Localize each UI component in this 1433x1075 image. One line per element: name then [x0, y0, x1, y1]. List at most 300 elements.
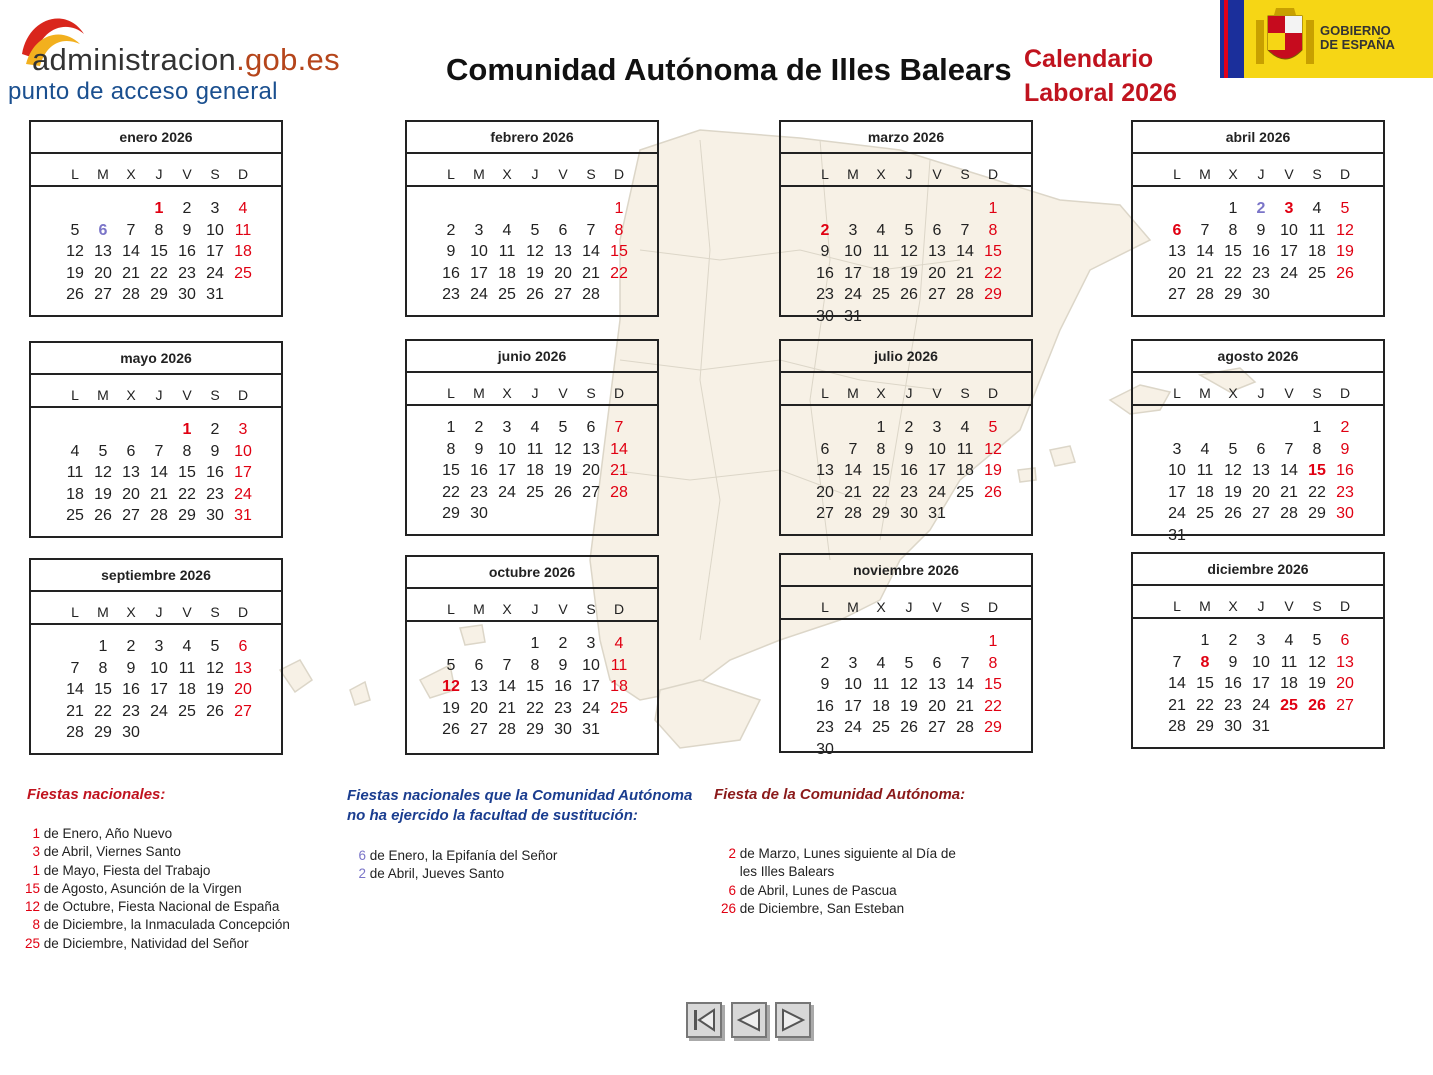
- day-cell: 11: [1196, 462, 1214, 479]
- next-button[interactable]: [775, 1002, 811, 1038]
- day-cell: 3: [238, 421, 248, 438]
- legend-item: [720, 863, 956, 881]
- day-cell: 1: [1228, 200, 1238, 217]
- day-cell: 27: [1252, 505, 1270, 522]
- day-cell: 16: [122, 681, 140, 698]
- day-cell: 26: [984, 483, 1002, 501]
- weekday-label: X: [1228, 166, 1238, 182]
- day-cell: 1: [530, 635, 540, 652]
- day-cell: 24: [470, 286, 488, 303]
- nonsub-title-line1: Fiestas nacionales que la Comunidad Autónoma: [347, 787, 693, 804]
- calendar-title-line1: Calendario: [1024, 45, 1154, 73]
- day-cell: 7: [1284, 440, 1294, 458]
- day-cell: 13: [1168, 243, 1186, 260]
- day-cell: 11: [610, 656, 628, 674]
- day-cell: 9: [558, 656, 568, 674]
- legend-text: de Marzo, Lunes siguiente al Día de: [736, 846, 956, 861]
- legend-day: 3: [32, 844, 40, 860]
- day-cell: 4: [1284, 632, 1294, 649]
- legend-text: de Octubre, Fiesta Nacional de España: [40, 899, 280, 915]
- day-cell: 30: [554, 721, 572, 738]
- day-cell: 9: [1256, 221, 1266, 239]
- day-cell: 19: [94, 485, 112, 503]
- day-cell: 4: [876, 221, 886, 239]
- day-cell: 8: [530, 656, 540, 674]
- day-cell: 20: [582, 462, 600, 479]
- day-cell: 9: [210, 442, 220, 460]
- prev-icon: [733, 1004, 765, 1036]
- day-cell: 11: [1308, 221, 1326, 239]
- weekday-label: D: [1339, 385, 1351, 401]
- day-cell: 18: [872, 697, 890, 715]
- day-cell: 10: [928, 440, 946, 458]
- day-cell: 13: [1336, 653, 1354, 671]
- weekday-label: V: [932, 385, 942, 401]
- day-cell: 16: [900, 462, 918, 479]
- nonsub-holidays-list: [350, 847, 557, 884]
- day-cell: 28: [1196, 286, 1214, 303]
- first-icon: [688, 1004, 720, 1036]
- calendar-title-line2: Laboral 2026: [1024, 79, 1177, 107]
- day-cell: 18: [1196, 483, 1214, 501]
- weekday-label: L: [1173, 598, 1181, 614]
- month-10: [405, 555, 659, 755]
- day-cell: 4: [70, 442, 80, 460]
- day-cell: 2: [446, 221, 456, 239]
- day-cell: 7: [126, 221, 136, 239]
- day-cell: 5: [530, 221, 540, 239]
- day-cell: 16: [206, 464, 224, 481]
- day-cell: 3: [1256, 632, 1266, 649]
- weekday-label: V: [932, 166, 942, 182]
- day-cell: 26: [1308, 696, 1326, 714]
- day-cell: 3: [154, 638, 164, 655]
- day-cell: 22: [1224, 264, 1242, 282]
- day-cell: 30: [816, 307, 834, 325]
- month-3: [779, 120, 1033, 325]
- weekday-label: M: [1199, 166, 1211, 182]
- day-cell: 26: [442, 721, 460, 738]
- day-cell: 30: [1252, 286, 1270, 303]
- day-cell: 3: [1284, 200, 1294, 217]
- day-cell: 20: [554, 264, 572, 282]
- weekday-label: M: [1199, 598, 1211, 614]
- weekday-label: S: [1312, 385, 1322, 401]
- day-cell: 9: [1228, 653, 1238, 671]
- day-cell: 6: [932, 654, 942, 672]
- day-cell: 28: [844, 505, 862, 522]
- day-cell: 4: [614, 635, 624, 652]
- day-cell: 19: [442, 699, 460, 717]
- day-cell: 21: [66, 702, 84, 720]
- day-cell: 14: [150, 464, 168, 481]
- day-cell: 20: [234, 681, 252, 698]
- weekday-label: M: [473, 601, 485, 617]
- day-cell: 10: [844, 243, 862, 260]
- day-cell: 25: [526, 483, 544, 501]
- weekday-label: D: [1339, 166, 1351, 182]
- day-cell: 29: [526, 721, 544, 738]
- day-cell: 8: [1200, 653, 1210, 671]
- day-cell: 25: [872, 719, 890, 736]
- month-title: septiembre 2026: [31, 560, 281, 592]
- day-cell: 24: [1252, 696, 1270, 714]
- day-cell: 6: [932, 221, 942, 239]
- day-cell: 5: [210, 638, 220, 655]
- day-cell: 4: [960, 419, 970, 436]
- day-cell: 7: [70, 659, 80, 677]
- day-cell: 13: [1252, 462, 1270, 479]
- day-cell: 11: [872, 676, 890, 693]
- day-cell: 14: [1280, 462, 1298, 479]
- legend-day: 6: [728, 882, 736, 898]
- calendar-title: [1024, 42, 1177, 110]
- weekday-label: D: [987, 385, 999, 401]
- day-cell: 3: [932, 419, 942, 436]
- day-cell: 19: [526, 264, 544, 282]
- legend-day: 12: [24, 899, 40, 915]
- day-cell: 22: [1196, 696, 1214, 714]
- day-cell: 19: [1336, 243, 1354, 260]
- day-cell: 23: [206, 485, 224, 503]
- weekday-header: [1133, 154, 1383, 187]
- day-cell: 12: [206, 659, 224, 677]
- weekday-label: V: [558, 166, 568, 182]
- month-11: [779, 553, 1033, 758]
- day-cell: 25: [178, 702, 196, 720]
- day-cell: 7: [960, 221, 970, 239]
- day-cell: 18: [872, 264, 890, 282]
- weekday-label: S: [586, 601, 596, 617]
- weekday-label: V: [182, 604, 192, 620]
- day-cell: 10: [1252, 653, 1270, 671]
- weekday-label: J: [531, 166, 539, 182]
- legend-text: de Diciembre, la Inmaculada Concepción: [40, 917, 290, 933]
- day-cell: 21: [150, 485, 168, 503]
- month-title: mayo 2026: [31, 343, 281, 375]
- weekday-label: S: [586, 166, 596, 182]
- weekday-header: [31, 592, 281, 625]
- weekday-label: J: [905, 166, 913, 182]
- month-title: abril 2026: [1133, 122, 1383, 154]
- weekday-label: X: [876, 599, 886, 615]
- day-cell: 5: [558, 419, 568, 436]
- legend-text: de Diciembre, Natividad del Señor: [40, 935, 249, 951]
- legend-item: [24, 825, 290, 843]
- day-cell: 27: [1336, 696, 1354, 714]
- day-cell: 23: [122, 702, 140, 720]
- day-cell: 18: [956, 462, 974, 479]
- day-cell: 15: [610, 243, 628, 260]
- day-cell: 22: [872, 483, 890, 501]
- weekday-label: V: [558, 601, 568, 617]
- weekday-label: J: [1257, 166, 1265, 182]
- day-cell: 3: [848, 221, 858, 239]
- day-cell: 3: [586, 635, 596, 652]
- day-cell: 27: [234, 702, 252, 720]
- day-cell: 15: [1224, 243, 1242, 260]
- day-cell: 24: [844, 719, 862, 736]
- weekday-label: M: [97, 166, 109, 182]
- legend-item: [350, 865, 557, 883]
- legend-day: 8: [32, 917, 40, 933]
- day-cell: 18: [610, 678, 628, 695]
- month-5: [29, 341, 283, 538]
- weekday-label: S: [210, 604, 220, 620]
- day-cell: 1: [988, 200, 998, 217]
- day-cell: 29: [984, 719, 1002, 736]
- day-cell: 6: [1340, 632, 1350, 649]
- national-holidays-title: Fiestas nacionales:: [27, 786, 166, 803]
- day-cell: 20: [1168, 264, 1186, 282]
- day-cell: 3: [502, 419, 512, 436]
- day-cell: 11: [498, 243, 516, 260]
- day-cell: 8: [98, 659, 108, 677]
- weekday-header: [407, 373, 657, 406]
- day-cell: 4: [238, 200, 248, 217]
- day-cell: 12: [442, 678, 460, 695]
- day-cell: 1: [154, 200, 164, 217]
- day-cell: 9: [820, 676, 830, 693]
- day-cell: 16: [1336, 462, 1354, 479]
- day-cell: 24: [1280, 264, 1298, 282]
- day-cell: 31: [928, 505, 946, 522]
- day-cell: 20: [122, 485, 140, 503]
- weekday-label: L: [1173, 385, 1181, 401]
- day-cell: 30: [122, 724, 140, 741]
- day-cell: 28: [956, 719, 974, 736]
- legend-text: de Diciembre, San Esteban: [736, 900, 905, 916]
- day-cell: 11: [526, 440, 544, 458]
- day-cell: 24: [498, 483, 516, 501]
- day-cell: 3: [210, 200, 220, 217]
- day-cell: 13: [122, 464, 140, 481]
- day-cell: 4: [1312, 200, 1322, 217]
- nonsub-title-line2: no ha ejercido la facultad de sustitución:: [347, 807, 638, 824]
- day-cell: 19: [900, 697, 918, 715]
- day-cell: 28: [1168, 718, 1186, 735]
- weekday-label: L: [71, 387, 79, 403]
- regional-holidays-list: [720, 845, 956, 918]
- day-cell: 11: [66, 464, 84, 481]
- day-cell: 25: [498, 286, 516, 303]
- day-cell: 24: [844, 286, 862, 303]
- weekday-label: D: [613, 166, 625, 182]
- weekday-label: J: [905, 385, 913, 401]
- day-cell: 1: [182, 421, 192, 438]
- day-cell: 21: [1280, 483, 1298, 501]
- day-cell: 1: [446, 419, 456, 436]
- weekday-label: D: [613, 601, 625, 617]
- day-cell: 2: [904, 419, 914, 436]
- weekday-label: L: [447, 385, 455, 401]
- weekday-label: S: [210, 166, 220, 182]
- legend-item: [350, 847, 557, 865]
- day-cell: 24: [206, 264, 224, 282]
- legend-day: 2: [728, 846, 736, 861]
- month-1: [29, 120, 283, 317]
- weekday-label: X: [876, 385, 886, 401]
- legend-item: [24, 843, 290, 861]
- day-cell: 15: [94, 681, 112, 698]
- day-cell: 19: [984, 462, 1002, 479]
- weekday-label: J: [1257, 598, 1265, 614]
- previous-button[interactable]: [731, 1002, 767, 1038]
- day-cell: 30: [470, 505, 488, 522]
- day-cell: 22: [526, 699, 544, 717]
- weekday-header: [1133, 373, 1383, 406]
- weekday-label: V: [932, 599, 942, 615]
- day-cell: 11: [872, 243, 890, 260]
- day-cell: 6: [126, 442, 136, 460]
- month-title: enero 2026: [31, 122, 281, 154]
- day-cell: 7: [1172, 653, 1182, 671]
- day-cell: 19: [1308, 675, 1326, 692]
- day-cell: 30: [816, 740, 834, 758]
- day-cell: 13: [554, 243, 572, 260]
- day-cell: 28: [122, 286, 140, 303]
- day-cell: 2: [1228, 632, 1238, 649]
- day-cell: 17: [1280, 243, 1298, 260]
- legend-text: de Agosto, Asunción de la Virgen: [40, 880, 242, 896]
- day-cell: 20: [816, 483, 834, 501]
- day-cell: 11: [1280, 653, 1298, 671]
- day-cell: 30: [178, 286, 196, 303]
- day-cell: 26: [1336, 264, 1354, 282]
- month-title: noviembre 2026: [781, 555, 1031, 587]
- day-cell: 10: [1280, 221, 1298, 239]
- day-cell: 9: [446, 243, 456, 260]
- day-cell: 14: [844, 462, 862, 479]
- month-7: [779, 339, 1033, 536]
- coat-of-arms-icon: [1254, 6, 1316, 72]
- day-cell: 21: [582, 264, 600, 282]
- day-cell: 1: [98, 638, 108, 655]
- day-cell: 12: [526, 243, 544, 260]
- day-cell: 17: [206, 243, 224, 260]
- day-cell: 6: [1172, 221, 1182, 239]
- day-cell: 16: [178, 243, 196, 260]
- day-cell: 22: [442, 483, 460, 501]
- day-cell: 27: [928, 286, 946, 303]
- day-cell: 11: [956, 440, 974, 458]
- administracion-logo[interactable]: [4, 2, 364, 106]
- legend-item: [24, 898, 290, 916]
- weekday-label: M: [473, 385, 485, 401]
- day-cell: 23: [1224, 696, 1242, 714]
- day-cell: 4: [182, 638, 192, 655]
- day-cell: 17: [844, 697, 862, 715]
- day-cell: 26: [900, 286, 918, 303]
- gov-line1: GOBIERNO: [1320, 23, 1391, 38]
- weekday-label: J: [155, 604, 163, 620]
- day-cell: 6: [474, 656, 484, 674]
- day-cell: 17: [928, 462, 946, 479]
- day-cell: 7: [154, 442, 164, 460]
- day-cell: 21: [122, 264, 140, 282]
- day-cell: 17: [234, 464, 252, 481]
- weekday-label: L: [821, 166, 829, 182]
- first-button[interactable]: [686, 1002, 722, 1038]
- day-cell: 9: [474, 440, 484, 458]
- weekday-label: S: [1312, 598, 1322, 614]
- day-cell: 20: [928, 697, 946, 715]
- weekday-label: J: [531, 601, 539, 617]
- weekday-label: X: [502, 166, 512, 182]
- day-cell: 15: [1196, 675, 1214, 692]
- legend-item: [720, 845, 956, 863]
- legend-item: [24, 935, 290, 953]
- day-cell: 23: [816, 286, 834, 303]
- day-cell: 28: [1280, 505, 1298, 522]
- gobierno-logo[interactable]: [1220, 0, 1433, 78]
- legend-day: 1: [32, 862, 40, 878]
- day-cell: 14: [956, 676, 974, 693]
- day-cell: 16: [442, 264, 460, 282]
- day-cell: 23: [442, 286, 460, 303]
- day-cell: 16: [1252, 243, 1270, 260]
- nonsub-holidays-title: [347, 786, 692, 826]
- day-cell: 16: [816, 697, 834, 715]
- weekday-label: L: [447, 166, 455, 182]
- day-cell: 15: [526, 678, 544, 695]
- day-cell: 31: [206, 286, 224, 303]
- day-cell: 27: [928, 719, 946, 736]
- weekday-label: X: [126, 166, 136, 182]
- month-title: junio 2026: [407, 341, 657, 373]
- legend-text: de Enero, Año Nuevo: [40, 826, 173, 841]
- weekday-label: L: [821, 599, 829, 615]
- day-cell: 23: [816, 719, 834, 736]
- day-cell: 6: [558, 221, 568, 239]
- day-cell: 19: [1224, 483, 1242, 501]
- day-cell: 12: [1336, 221, 1354, 239]
- weekday-label: S: [960, 385, 970, 401]
- day-cell: 12: [1224, 462, 1242, 479]
- national-holidays-list: [24, 825, 290, 953]
- day-cell: 14: [1196, 243, 1214, 260]
- day-cell: 3: [1172, 440, 1182, 458]
- day-cell: 12: [900, 676, 918, 693]
- day-cell: 8: [988, 654, 998, 672]
- month-4: [1131, 120, 1385, 317]
- weekday-label: D: [613, 385, 625, 401]
- legend-item: [24, 880, 290, 898]
- weekday-header: [781, 587, 1031, 620]
- legend-text: de Abril, Jueves Santo: [366, 866, 505, 882]
- day-cell: 28: [150, 507, 168, 524]
- day-cell: 12: [1308, 653, 1326, 671]
- day-cell: 25: [234, 264, 252, 282]
- weekday-label: L: [821, 385, 829, 401]
- weekday-label: V: [182, 166, 192, 182]
- day-cell: 23: [1336, 483, 1354, 501]
- day-cell: 18: [1308, 243, 1326, 260]
- weekday-header: [407, 589, 657, 622]
- day-cell: 20: [928, 264, 946, 282]
- day-cell: 17: [1168, 483, 1186, 501]
- weekday-label: J: [155, 387, 163, 403]
- legend-day: 6: [358, 848, 366, 863]
- day-cell: 22: [94, 702, 112, 720]
- day-cell: 20: [470, 699, 488, 717]
- weekday-label: M: [473, 166, 485, 182]
- day-cell: 10: [582, 656, 600, 674]
- day-cell: 25: [956, 483, 974, 501]
- gov-line2: DE ESPAÑA: [1320, 37, 1395, 52]
- day-cell: 1: [876, 419, 886, 436]
- day-cell: 18: [234, 243, 252, 260]
